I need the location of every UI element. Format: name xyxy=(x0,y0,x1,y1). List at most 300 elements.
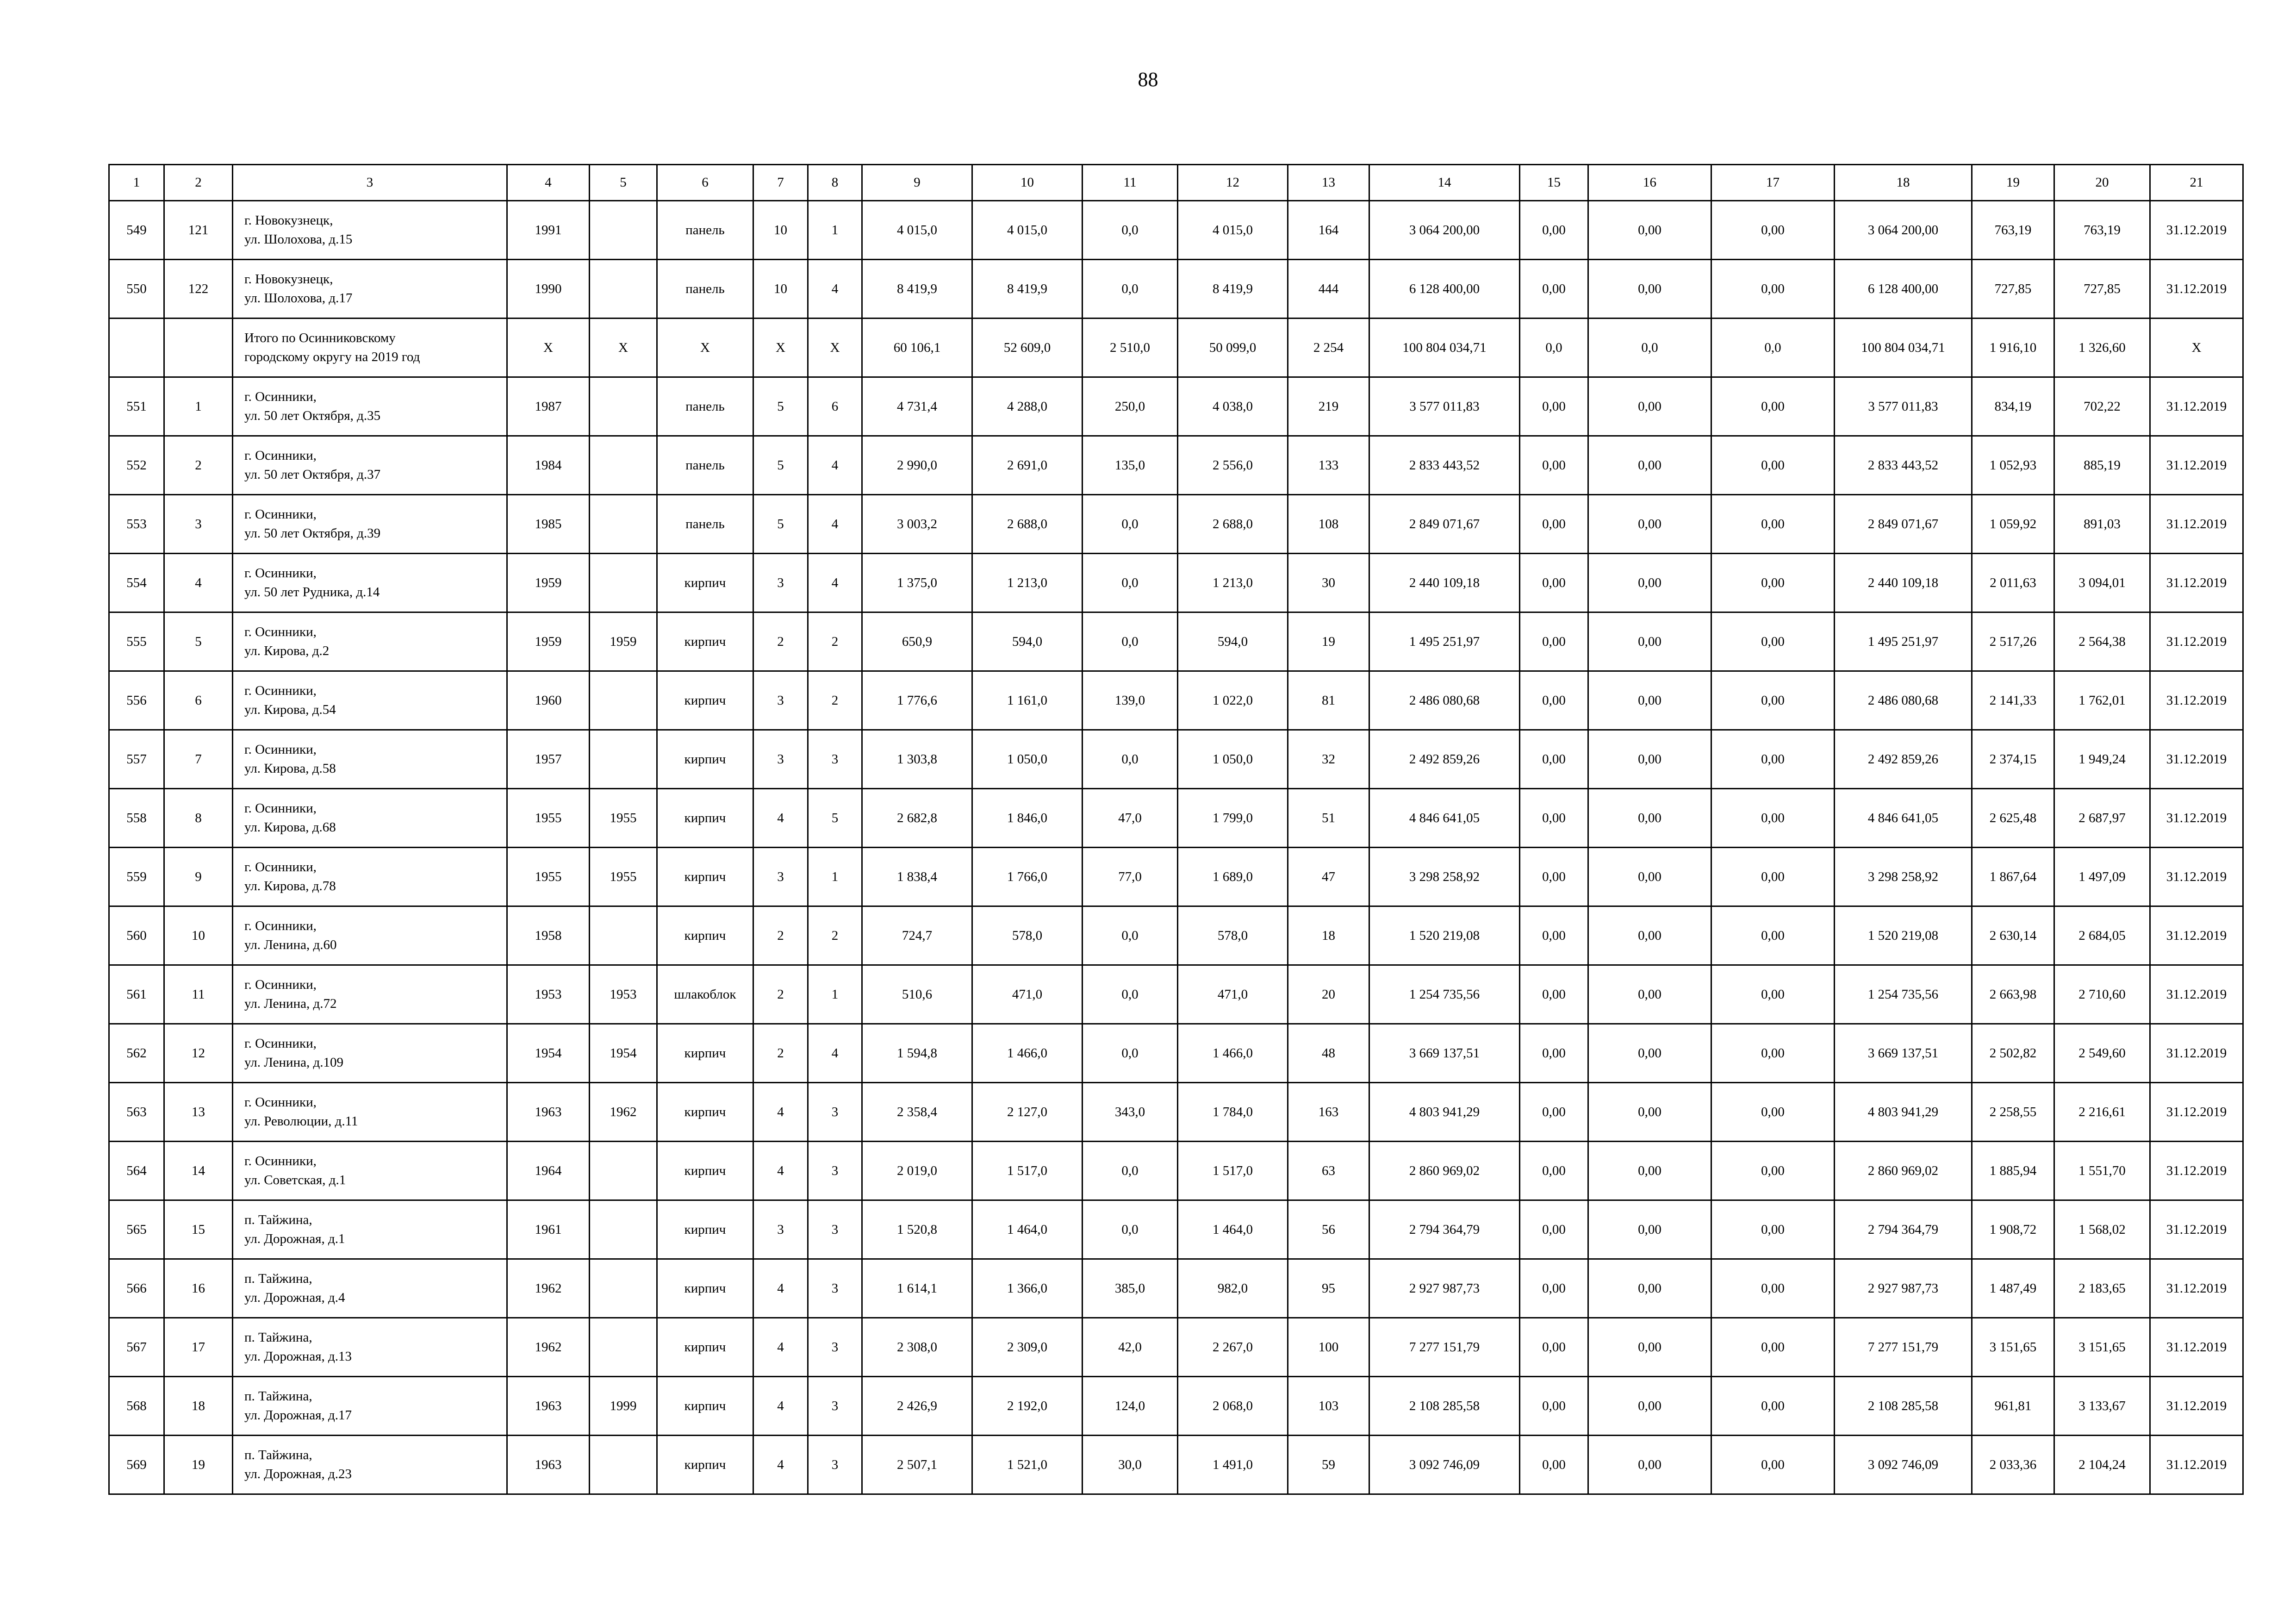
table-cell-col-1: 567 xyxy=(109,1318,164,1377)
table-cell-col-2: 3 xyxy=(164,495,233,554)
table-cell-col-18: 2 927 987,73 xyxy=(1835,1259,1972,1318)
table-cell-col-16: 0,00 xyxy=(1588,554,1711,612)
table-cell-col-16: 0,00 xyxy=(1588,612,1711,671)
address-line-locality: г. Осинники, xyxy=(244,977,317,992)
table-cell-col-4: 1959 xyxy=(507,612,590,671)
table-row xyxy=(109,436,2243,495)
table-cell-col-10: 1 050,0 xyxy=(972,730,1083,789)
address-line-locality: г. Осинники, xyxy=(244,918,317,933)
table-cell-col-11: 2 510,0 xyxy=(1083,319,1178,377)
table-cell-col-7: X xyxy=(753,319,808,377)
table-cell-col-21: 31.12.2019 xyxy=(2150,495,2243,554)
address-cell xyxy=(233,730,507,789)
column-number-7: 7 xyxy=(753,165,808,201)
column-number-11: 11 xyxy=(1083,165,1178,201)
table-cell-col-19: 1 487,49 xyxy=(1972,1259,2054,1318)
table-cell-col-5 xyxy=(590,436,657,495)
table-cell-col-5 xyxy=(590,730,657,789)
address-line-locality: г. Осинники, xyxy=(244,860,317,874)
table-cell-col-19: 763,19 xyxy=(1972,201,2054,260)
table-cell-col-5 xyxy=(590,906,657,965)
table-cell-col-15: 0,00 xyxy=(1520,848,1588,906)
table-cell-col-21: 31.12.2019 xyxy=(2150,1318,2243,1377)
address-cell xyxy=(233,377,507,436)
table-cell-col-4: 1991 xyxy=(507,201,590,260)
table-cell-col-2: 122 xyxy=(164,260,233,319)
column-number-21: 21 xyxy=(2150,165,2243,201)
table-cell-col-5 xyxy=(590,495,657,554)
table-cell-col-21: 31.12.2019 xyxy=(2150,1200,2243,1259)
table-cell-col-15: 0,00 xyxy=(1520,906,1588,965)
table-cell-col-2: 9 xyxy=(164,848,233,906)
table-cell-col-15: 0,00 xyxy=(1520,436,1588,495)
address-line-locality: п. Тайжина, xyxy=(244,1330,312,1345)
table-cell-col-2: 13 xyxy=(164,1083,233,1142)
table-cell-col-18: 2 486 080,68 xyxy=(1835,671,1972,730)
table-cell-col-7: 2 xyxy=(753,612,808,671)
table-cell-col-18: 3 669 137,51 xyxy=(1835,1024,1972,1083)
column-number-5: 5 xyxy=(590,165,657,201)
table-cell-col-19: 2 502,82 xyxy=(1972,1024,2054,1083)
table-cell-col-11: 0,0 xyxy=(1083,965,1178,1024)
table-cell-col-16: 0,00 xyxy=(1588,1024,1711,1083)
table-cell-col-8: 1 xyxy=(808,965,862,1024)
table-cell-col-6: X xyxy=(657,319,753,377)
table-cell-col-17: 0,00 xyxy=(1711,1024,1835,1083)
table-cell-col-12: 1 689,0 xyxy=(1178,848,1288,906)
table-cell-col-14: 3 669 137,51 xyxy=(1369,1024,1520,1083)
table-cell-col-16: 0,00 xyxy=(1588,495,1711,554)
table-cell-col-16: 0,00 xyxy=(1588,1200,1711,1259)
column-number-16: 16 xyxy=(1588,165,1711,201)
table-cell-col-9: 4 731,4 xyxy=(862,377,972,436)
table-cell-col-18: 2 833 443,52 xyxy=(1835,436,1972,495)
table-cell-col-4: 1960 xyxy=(507,671,590,730)
table-cell-col-1: 565 xyxy=(109,1200,164,1259)
table-cell-col-18: 2 794 364,79 xyxy=(1835,1200,1972,1259)
address-cell xyxy=(233,671,507,730)
address-cell xyxy=(233,319,507,377)
table-cell-col-7: 2 xyxy=(753,965,808,1024)
table-cell-col-4: 1990 xyxy=(507,260,590,319)
table-cell-col-7: 3 xyxy=(753,1200,808,1259)
table-cell-col-15: 0,00 xyxy=(1520,1318,1588,1377)
address-cell xyxy=(233,260,507,319)
table-row xyxy=(109,377,2243,436)
table-cell-col-6: кирпич xyxy=(657,789,753,848)
table-cell-col-17: 0,00 xyxy=(1711,1200,1835,1259)
table-cell-col-7: 3 xyxy=(753,554,808,612)
table-cell-col-4: 1984 xyxy=(507,436,590,495)
table-cell-col-11: 0,0 xyxy=(1083,1024,1178,1083)
table-cell-col-11: 0,0 xyxy=(1083,730,1178,789)
table-cell-col-6: кирпич xyxy=(657,906,753,965)
table-cell-col-15: 0,00 xyxy=(1520,1142,1588,1200)
table-cell-col-11: 0,0 xyxy=(1083,906,1178,965)
table-cell-col-18: 2 108 285,58 xyxy=(1835,1377,1972,1436)
table-cell-col-1: 551 xyxy=(109,377,164,436)
address-cell xyxy=(233,436,507,495)
table-cell-col-16: 0,00 xyxy=(1588,1259,1711,1318)
address-cell xyxy=(233,201,507,260)
table-cell-col-17: 0,00 xyxy=(1711,554,1835,612)
table-cell-col-4: 1962 xyxy=(507,1259,590,1318)
table-cell-col-14: 1 254 735,56 xyxy=(1369,965,1520,1024)
table-cell-col-4: X xyxy=(507,319,590,377)
table-cell-col-10: 1 517,0 xyxy=(972,1142,1083,1200)
table-cell-col-17: 0,00 xyxy=(1711,848,1835,906)
table-cell-col-21: 31.12.2019 xyxy=(2150,554,2243,612)
table-cell-col-15: 0,00 xyxy=(1520,1200,1588,1259)
table-cell-col-8: 5 xyxy=(808,789,862,848)
table-cell-col-19: 1 885,94 xyxy=(1972,1142,2054,1200)
table-cell-col-5: X xyxy=(590,319,657,377)
table-cell-col-12: 1 784,0 xyxy=(1178,1083,1288,1142)
address-line-street: ул. Дорожная, д.17 xyxy=(244,1408,352,1423)
table-cell-col-19: 2 517,26 xyxy=(1972,612,2054,671)
table-cell-col-5 xyxy=(590,1436,657,1494)
address-line-street: ул. 50 лет Октября, д.37 xyxy=(244,467,381,482)
table-row xyxy=(109,1436,2243,1494)
table-cell-col-14: 2 486 080,68 xyxy=(1369,671,1520,730)
table-cell-col-1: 568 xyxy=(109,1377,164,1436)
table-row xyxy=(109,906,2243,965)
table-row xyxy=(109,848,2243,906)
table-cell-col-14: 2 927 987,73 xyxy=(1369,1259,1520,1318)
column-number-row xyxy=(109,165,2243,201)
address-line-locality: г. Осинники, xyxy=(244,742,317,757)
address-line-street: ул. 50 лет Октября, д.35 xyxy=(244,408,381,423)
table-cell-col-11: 139,0 xyxy=(1083,671,1178,730)
table-cell-col-9: 1 375,0 xyxy=(862,554,972,612)
table-cell-col-17: 0,00 xyxy=(1711,1377,1835,1436)
table-cell-col-12: 1 517,0 xyxy=(1178,1142,1288,1200)
table-cell-col-10: 4 288,0 xyxy=(972,377,1083,436)
table-cell-col-8: 2 xyxy=(808,612,862,671)
column-number-9: 9 xyxy=(862,165,972,201)
table-cell-col-7: 10 xyxy=(753,260,808,319)
column-number-3: 3 xyxy=(233,165,507,201)
table-cell-col-12: 2 556,0 xyxy=(1178,436,1288,495)
column-number-10: 10 xyxy=(972,165,1083,201)
table-cell-col-15: 0,00 xyxy=(1520,495,1588,554)
table-cell-col-20: 3 151,65 xyxy=(2054,1318,2150,1377)
table-cell-col-20: 1 551,70 xyxy=(2054,1142,2150,1200)
table-cell-col-9: 4 015,0 xyxy=(862,201,972,260)
table-cell-col-17: 0,00 xyxy=(1711,671,1835,730)
table-cell-col-7: 4 xyxy=(753,1318,808,1377)
table-cell-col-1: 550 xyxy=(109,260,164,319)
table-cell-col-17: 0,00 xyxy=(1711,436,1835,495)
table-cell-col-13: 163 xyxy=(1288,1083,1369,1142)
table-cell-col-13: 19 xyxy=(1288,612,1369,671)
table-cell-col-20: 2 710,60 xyxy=(2054,965,2150,1024)
table-cell-col-1: 563 xyxy=(109,1083,164,1142)
table-cell-col-21: 31.12.2019 xyxy=(2150,1259,2243,1318)
column-number-14: 14 xyxy=(1369,165,1520,201)
table-cell-col-5: 1954 xyxy=(590,1024,657,1083)
table-cell-col-19: 2 011,63 xyxy=(1972,554,2054,612)
table-cell-col-11: 0,0 xyxy=(1083,1142,1178,1200)
table-cell-col-18: 4 846 641,05 xyxy=(1835,789,1972,848)
column-number-18: 18 xyxy=(1835,165,1972,201)
address-cell xyxy=(233,1318,507,1377)
address-line-street: ул. Ленина, д.109 xyxy=(244,1055,343,1070)
table-cell-col-4: 1953 xyxy=(507,965,590,1024)
table-cell-col-5: 1962 xyxy=(590,1083,657,1142)
table-cell-col-14: 6 128 400,00 xyxy=(1369,260,1520,319)
table-cell-col-21: 31.12.2019 xyxy=(2150,1436,2243,1494)
table-cell-col-2: 7 xyxy=(164,730,233,789)
table-cell-col-18: 2 860 969,02 xyxy=(1835,1142,1972,1200)
table-cell-col-11: 135,0 xyxy=(1083,436,1178,495)
table-cell-col-16: 0,00 xyxy=(1588,1318,1711,1377)
address-line-street: ул. Кирова, д.54 xyxy=(244,702,336,717)
table-cell-col-11: 0,0 xyxy=(1083,1200,1178,1259)
table-cell-col-5: 1955 xyxy=(590,848,657,906)
table-row xyxy=(109,671,2243,730)
table-cell-col-15: 0,00 xyxy=(1520,965,1588,1024)
table-cell-col-8: 3 xyxy=(808,1318,862,1377)
column-number-4: 4 xyxy=(507,165,590,201)
table-cell-col-8: 3 xyxy=(808,1083,862,1142)
table-cell-col-9: 1 303,8 xyxy=(862,730,972,789)
table-cell-col-14: 2 860 969,02 xyxy=(1369,1142,1520,1200)
table-cell-col-20: 1 949,24 xyxy=(2054,730,2150,789)
table-cell-col-19: 1 916,10 xyxy=(1972,319,2054,377)
address-line-street: ул. Дорожная, д.1 xyxy=(244,1231,345,1246)
table-cell-col-4: 1963 xyxy=(507,1436,590,1494)
table-cell-col-10: 578,0 xyxy=(972,906,1083,965)
table-cell-col-9: 1 776,6 xyxy=(862,671,972,730)
table-cell-col-14: 2 794 364,79 xyxy=(1369,1200,1520,1259)
table-cell-col-7: 3 xyxy=(753,671,808,730)
column-number-2: 2 xyxy=(164,165,233,201)
table-cell-col-21: 31.12.2019 xyxy=(2150,1024,2243,1083)
table-cell-col-17: 0,00 xyxy=(1711,906,1835,965)
table-cell-col-17: 0,0 xyxy=(1711,319,1835,377)
table-cell-col-8: 3 xyxy=(808,1259,862,1318)
address-line-locality: г. Осинники, xyxy=(244,625,317,639)
table-cell-col-12: 471,0 xyxy=(1178,965,1288,1024)
table-cell-col-17: 0,00 xyxy=(1711,260,1835,319)
table-cell-col-20: 702,22 xyxy=(2054,377,2150,436)
table-cell-col-5 xyxy=(590,671,657,730)
table-row xyxy=(109,1083,2243,1142)
table-cell-col-15: 0,0 xyxy=(1520,319,1588,377)
table-cell-col-20: 885,19 xyxy=(2054,436,2150,495)
address-cell xyxy=(233,1436,507,1494)
table-cell-col-17: 0,00 xyxy=(1711,730,1835,789)
table-cell-col-12: 578,0 xyxy=(1178,906,1288,965)
table-cell-col-14: 3 298 258,92 xyxy=(1369,848,1520,906)
address-line-locality: Итого по Осинниковскому xyxy=(244,331,396,345)
table-cell-col-18: 3 298 258,92 xyxy=(1835,848,1972,906)
table-cell-col-10: 4 015,0 xyxy=(972,201,1083,260)
address-line-street: ул. Кирова, д.58 xyxy=(244,761,336,776)
table-cell-col-11: 0,0 xyxy=(1083,201,1178,260)
table-cell-col-11: 0,0 xyxy=(1083,495,1178,554)
table-cell-col-20: 2 104,24 xyxy=(2054,1436,2150,1494)
table-cell-col-13: 95 xyxy=(1288,1259,1369,1318)
table-cell-col-6: кирпич xyxy=(657,1318,753,1377)
table-cell-col-18: 3 577 011,83 xyxy=(1835,377,1972,436)
address-cell xyxy=(233,612,507,671)
table-cell-col-6: кирпич xyxy=(657,730,753,789)
table-cell-col-15: 0,00 xyxy=(1520,554,1588,612)
table-row xyxy=(109,1377,2243,1436)
table-cell-col-12: 1 466,0 xyxy=(1178,1024,1288,1083)
table-cell-col-20: 2 549,60 xyxy=(2054,1024,2150,1083)
table-row xyxy=(109,201,2243,260)
address-line-locality: п. Тайжина, xyxy=(244,1212,312,1227)
address-cell xyxy=(233,1377,507,1436)
table-cell-col-6: кирпич xyxy=(657,1024,753,1083)
table-cell-col-21: 31.12.2019 xyxy=(2150,1377,2243,1436)
table-cell-col-14: 3 064 200,00 xyxy=(1369,201,1520,260)
table-cell-col-17: 0,00 xyxy=(1711,201,1835,260)
table-cell-col-19: 2 141,33 xyxy=(1972,671,2054,730)
column-number-6: 6 xyxy=(657,165,753,201)
address-cell xyxy=(233,554,507,612)
table-cell-col-1: 554 xyxy=(109,554,164,612)
table-cell-col-13: 81 xyxy=(1288,671,1369,730)
column-number-20: 20 xyxy=(2054,165,2150,201)
table-cell-col-6: кирпич xyxy=(657,1200,753,1259)
table-cell-col-5 xyxy=(590,260,657,319)
table-cell-col-2: 12 xyxy=(164,1024,233,1083)
table-cell-col-13: 219 xyxy=(1288,377,1369,436)
table-cell-col-21: 31.12.2019 xyxy=(2150,965,2243,1024)
table-cell-col-21: X xyxy=(2150,319,2243,377)
address-line-street: ул. Дорожная, д.13 xyxy=(244,1349,352,1364)
address-line-street: ул. 50 лет Октября, д.39 xyxy=(244,526,381,541)
table-cell-col-10: 1 464,0 xyxy=(972,1200,1083,1259)
table-cell-col-5: 1953 xyxy=(590,965,657,1024)
column-number-13: 13 xyxy=(1288,165,1369,201)
table-cell-col-7: 5 xyxy=(753,436,808,495)
table-cell-col-20: 2 564,38 xyxy=(2054,612,2150,671)
table-row xyxy=(109,789,2243,848)
table-cell-col-19: 2 663,98 xyxy=(1972,965,2054,1024)
address-line-street: ул. Шолохова, д.17 xyxy=(244,291,353,306)
address-line-street: ул. Дорожная, д.4 xyxy=(244,1290,345,1305)
table-cell-col-13: 133 xyxy=(1288,436,1369,495)
table-row xyxy=(109,554,2243,612)
table-cell-col-13: 32 xyxy=(1288,730,1369,789)
table-cell-col-18: 7 277 151,79 xyxy=(1835,1318,1972,1377)
table-row xyxy=(109,730,2243,789)
table-cell-col-21: 31.12.2019 xyxy=(2150,789,2243,848)
table-cell-col-13: 56 xyxy=(1288,1200,1369,1259)
table-cell-col-12: 982,0 xyxy=(1178,1259,1288,1318)
table-cell-col-1: 564 xyxy=(109,1142,164,1200)
table-cell-col-18: 2 440 109,18 xyxy=(1835,554,1972,612)
table-cell-col-7: 3 xyxy=(753,848,808,906)
table-cell-col-8: 4 xyxy=(808,554,862,612)
table-cell-col-5: 1999 xyxy=(590,1377,657,1436)
table-cell-col-19: 727,85 xyxy=(1972,260,2054,319)
table-cell-col-2: 1 xyxy=(164,377,233,436)
table-cell-col-8: 1 xyxy=(808,848,862,906)
address-line-locality: г. Осинники, xyxy=(244,389,317,404)
table-cell-col-13: 48 xyxy=(1288,1024,1369,1083)
table-cell-col-12: 2 068,0 xyxy=(1178,1377,1288,1436)
address-line-street: ул. Кирова, д.2 xyxy=(244,643,330,658)
address-line-locality: г. Осинники, xyxy=(244,1154,317,1168)
table-cell-col-14: 4 846 641,05 xyxy=(1369,789,1520,848)
table-cell-col-17: 0,00 xyxy=(1711,495,1835,554)
table-cell-col-12: 4 015,0 xyxy=(1178,201,1288,260)
table-cell-col-6: кирпич xyxy=(657,1083,753,1142)
table-cell-col-10: 1 161,0 xyxy=(972,671,1083,730)
table-cell-col-4: 1985 xyxy=(507,495,590,554)
table-cell-col-20: 727,85 xyxy=(2054,260,2150,319)
table-cell-col-1: 560 xyxy=(109,906,164,965)
table-cell-col-14: 1 495 251,97 xyxy=(1369,612,1520,671)
table-cell-col-9: 1 594,8 xyxy=(862,1024,972,1083)
table-cell-col-5 xyxy=(590,1318,657,1377)
table-cell-col-8: 4 xyxy=(808,260,862,319)
address-cell xyxy=(233,1083,507,1142)
table-cell-col-16: 0,0 xyxy=(1588,319,1711,377)
address-cell xyxy=(233,1142,507,1200)
table-cell-col-4: 1959 xyxy=(507,554,590,612)
table-cell-col-10: 471,0 xyxy=(972,965,1083,1024)
table-cell-col-6: кирпич xyxy=(657,848,753,906)
table-cell-col-4: 1958 xyxy=(507,906,590,965)
table-cell-col-20: 1 762,01 xyxy=(2054,671,2150,730)
table-row xyxy=(109,1259,2243,1318)
table-cell-col-4: 1962 xyxy=(507,1318,590,1377)
table-cell-col-19: 1 908,72 xyxy=(1972,1200,2054,1259)
table-cell-col-1 xyxy=(109,319,164,377)
table-cell-col-7: 5 xyxy=(753,495,808,554)
table-cell-col-2: 8 xyxy=(164,789,233,848)
table-cell-col-10: 2 127,0 xyxy=(972,1083,1083,1142)
table-cell-col-13: 59 xyxy=(1288,1436,1369,1494)
table-cell-col-17: 0,00 xyxy=(1711,1318,1835,1377)
table-cell-col-11: 0,0 xyxy=(1083,612,1178,671)
table-cell-col-8: 3 xyxy=(808,730,862,789)
table-cell-col-9: 724,7 xyxy=(862,906,972,965)
table-cell-col-9: 2 507,1 xyxy=(862,1436,972,1494)
table-cell-col-11: 250,0 xyxy=(1083,377,1178,436)
table-cell-col-19: 961,81 xyxy=(1972,1377,2054,1436)
table-cell-col-1: 566 xyxy=(109,1259,164,1318)
table-cell-col-11: 42,0 xyxy=(1083,1318,1178,1377)
table-cell-col-12: 1 491,0 xyxy=(1178,1436,1288,1494)
table-cell-col-20: 1 497,09 xyxy=(2054,848,2150,906)
table-cell-col-15: 0,00 xyxy=(1520,377,1588,436)
table-cell-col-7: 3 xyxy=(753,730,808,789)
table-cell-col-21: 31.12.2019 xyxy=(2150,906,2243,965)
table-cell-col-8: X xyxy=(808,319,862,377)
housing-registry-table xyxy=(108,164,2244,1495)
table-cell-col-2: 19 xyxy=(164,1436,233,1494)
table-cell-col-6: кирпич xyxy=(657,1436,753,1494)
table-cell-col-14: 3 092 746,09 xyxy=(1369,1436,1520,1494)
table-cell-col-16: 0,00 xyxy=(1588,848,1711,906)
table-cell-col-6: кирпич xyxy=(657,612,753,671)
table-cell-col-2: 14 xyxy=(164,1142,233,1200)
table-cell-col-6: панель xyxy=(657,260,753,319)
table-cell-col-9: 2 990,0 xyxy=(862,436,972,495)
table-body xyxy=(109,165,2243,1494)
table-cell-col-20: 2 687,97 xyxy=(2054,789,2150,848)
table-cell-col-11: 30,0 xyxy=(1083,1436,1178,1494)
table-cell-col-9: 2 308,0 xyxy=(862,1318,972,1377)
